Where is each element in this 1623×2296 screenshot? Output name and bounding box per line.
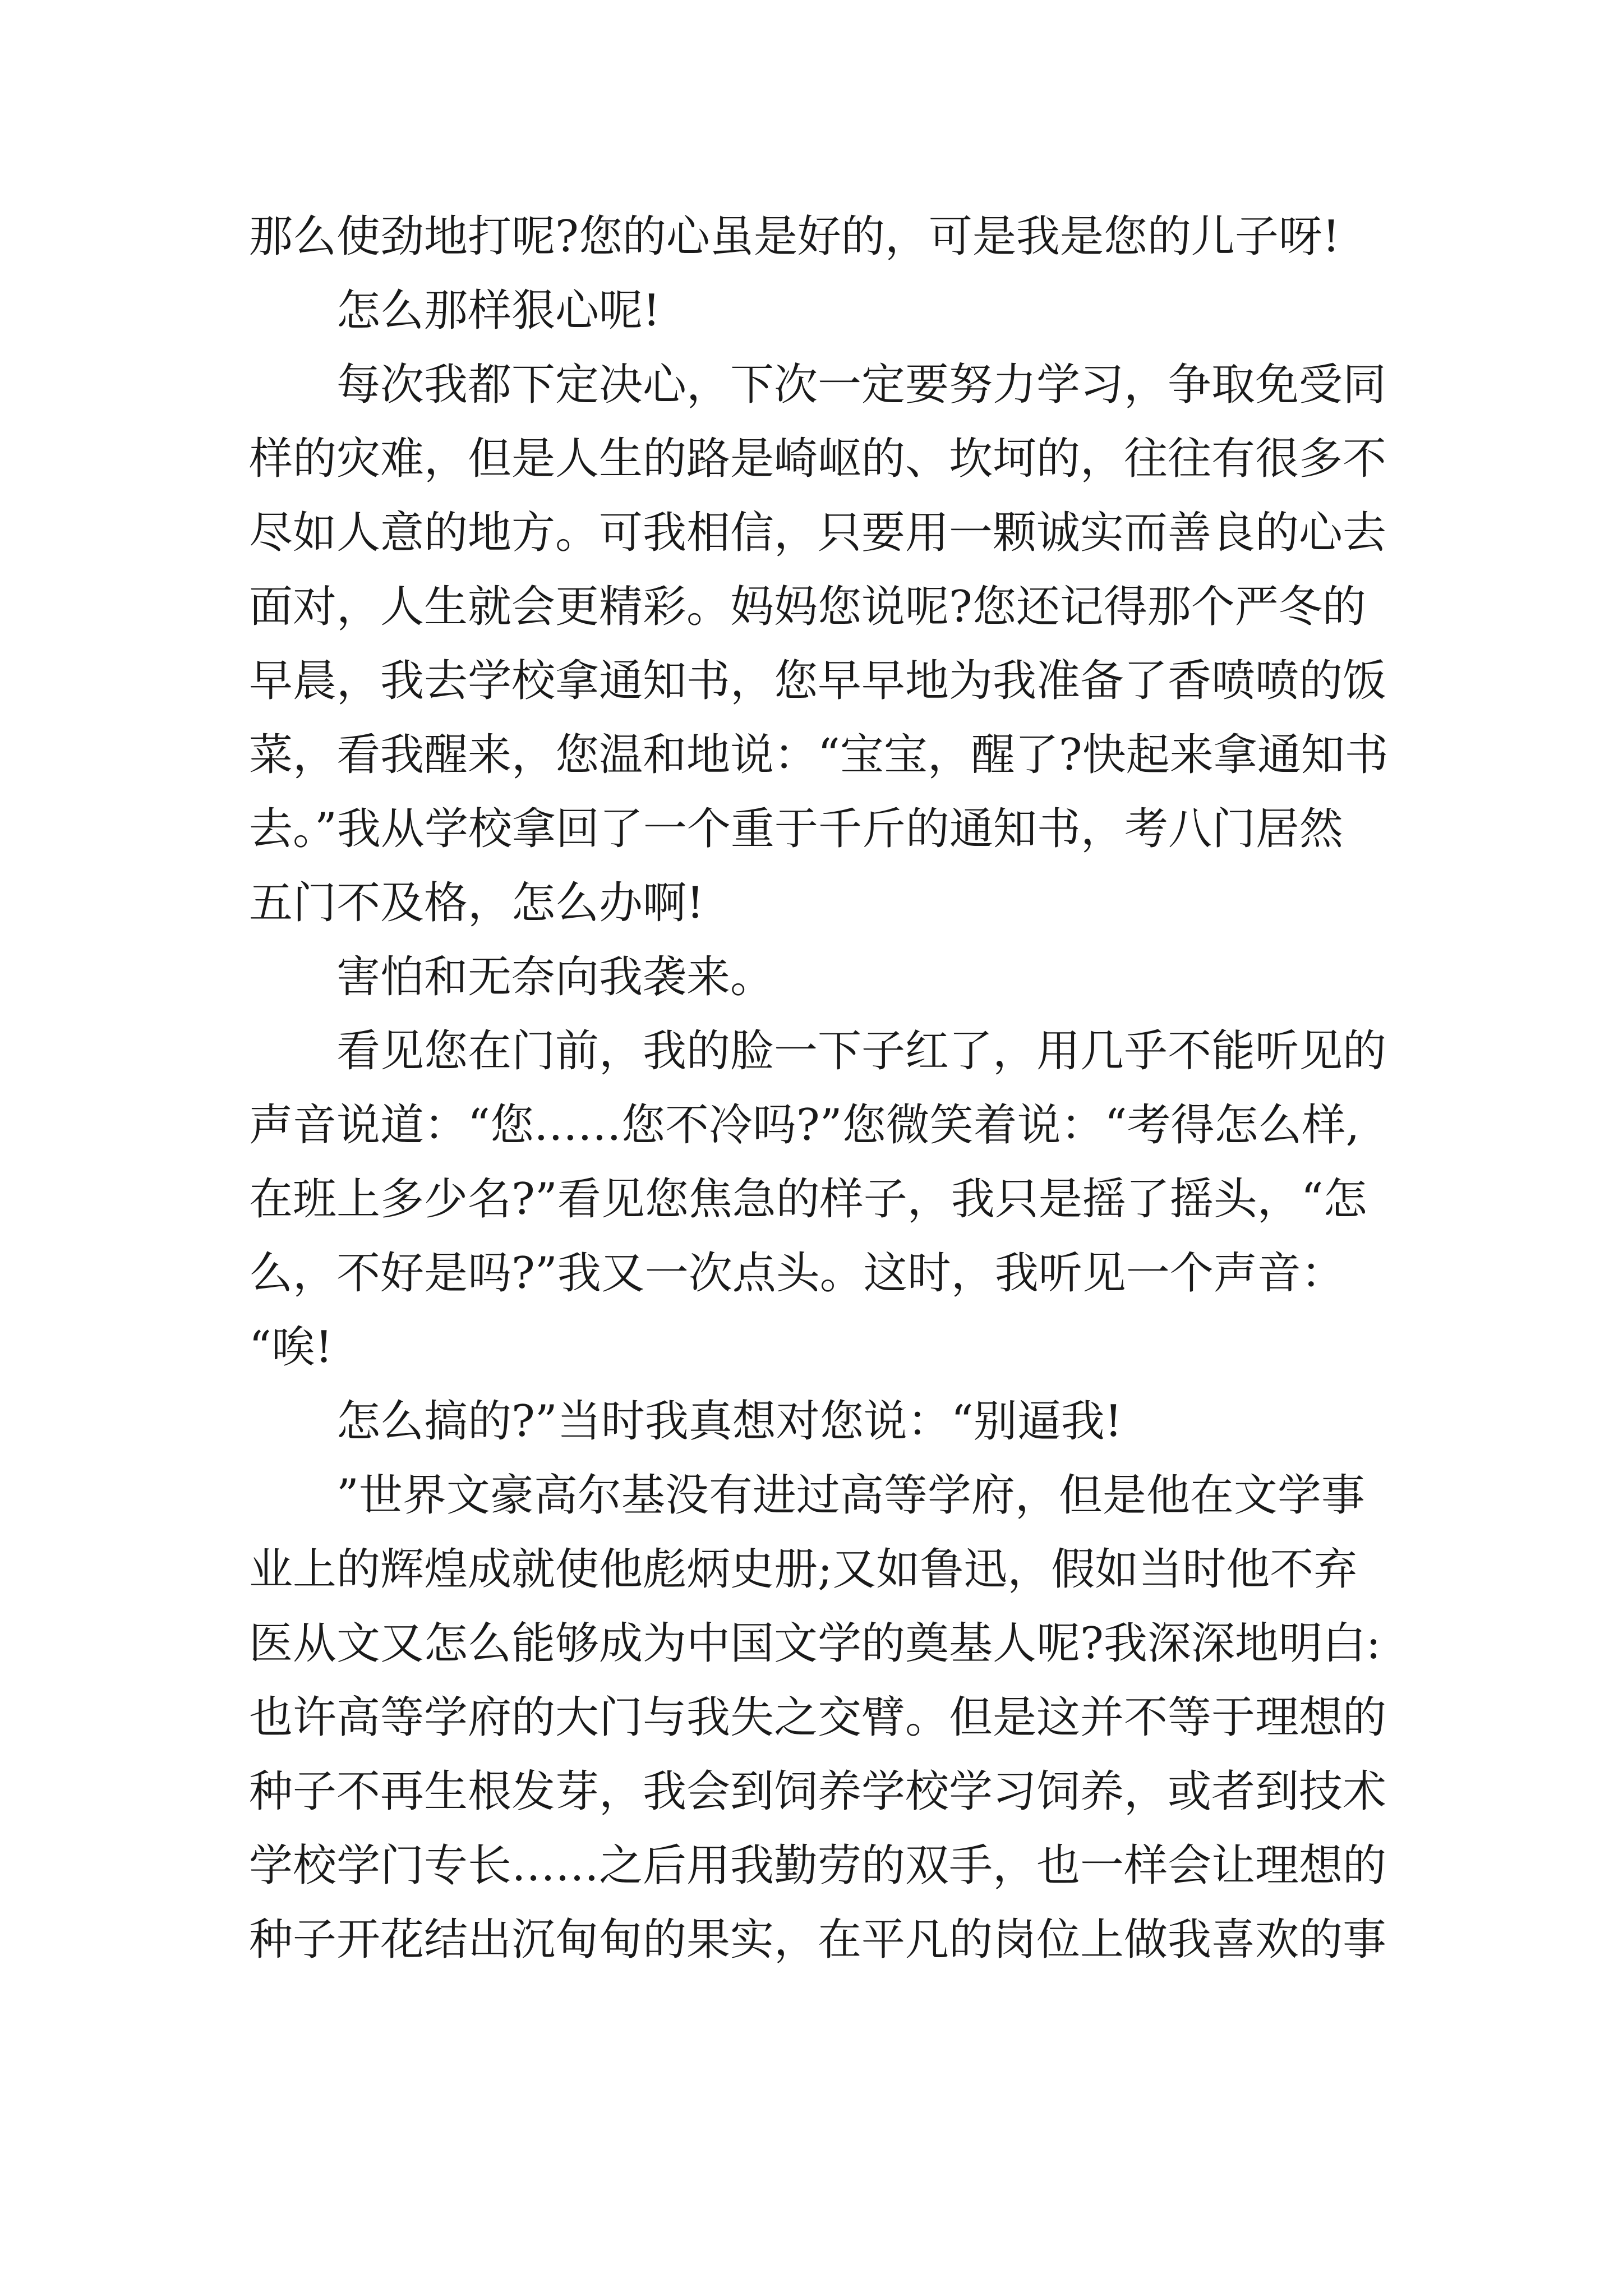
text-line: 学校学门专长……之后用我勤劳的双手，也一样会让理想的 (249, 1841, 1387, 1891)
body-text (249, 200, 1389, 1977)
text-line: 菜，看我醒来，您温和地说：“宝宝，醒了?快起来拿通知书 (249, 730, 1389, 780)
paragraph-first-line: 怎么那样狠心呢! (336, 286, 661, 336)
paragraph-first-line: 害怕和无奈向我袭来。 (336, 952, 774, 1002)
text-line: 早晨，我去学校拿通知书，您早早地为我准备了香喷喷的饭 (249, 656, 1387, 706)
paragraph-first-line: ”世界文豪高尔基没有进过高等学府，但是他在文学事 (336, 1470, 1365, 1521)
text-line: 样的灾难，但是人生的路是崎岖的、坎坷的，往往有很多不 (249, 434, 1387, 484)
paragraph-first-line: 每次我都下定决心，下次一定要努力学习，争取免受同 (336, 360, 1387, 410)
text-line: 尽如人意的地方。可我相信，只要用一颗诚实而善良的心去 (249, 508, 1387, 558)
text-line: 种子开花结出沉甸甸的果实，在平凡的岗位上做我喜欢的事 (249, 1915, 1387, 1965)
text-line: 声音说道：“您……您不冷吗?”您微笑着说：“考得怎么样, (249, 1100, 1360, 1151)
paragraph-first-line: 看见您在门前，我的脸一下子红了，用几乎不能听见的 (336, 1026, 1387, 1076)
text-line: 那么使劲地打呢?您的心虽是好的，可是我是您的儿子呀! (249, 211, 1340, 262)
text-line: “唉! (249, 1322, 333, 1373)
text-line: 业上的辉煌成就使他彪炳史册;又如鲁迅，假如当时他不弃 (249, 1544, 1358, 1595)
text-line: 种子不再生根发芽，我会到饲养学校学习饲养，或者到技术 (249, 1766, 1387, 1817)
text-line: 么，不好是吗?”我又一次点头。这时，我听见一个声音： (249, 1248, 1345, 1299)
text-line: 在班上多少名?”看见您焦急的样子，我只是摇了摇头，“怎 (249, 1174, 1367, 1225)
text-line: 去。”我从学校拿回了一个重于千斤的通知书，考八门居然 (249, 804, 1343, 854)
text-line: 面对，人生就会更精彩。妈妈您说呢?您还记得那个严冬的 (249, 582, 1366, 632)
text-line: 也许高等学府的大门与我失之交臂。但是这并不等于理想的 (249, 1692, 1387, 1743)
text-line: 五门不及格，怎么办啊! (249, 878, 704, 928)
text-line: 医从文又怎么能够成为中国文学的奠基人呢?我深深地明白: (249, 1618, 1381, 1669)
paragraph-first-line: 怎么搞的?”当时我真想对您说：“别逼我! (336, 1396, 1122, 1447)
